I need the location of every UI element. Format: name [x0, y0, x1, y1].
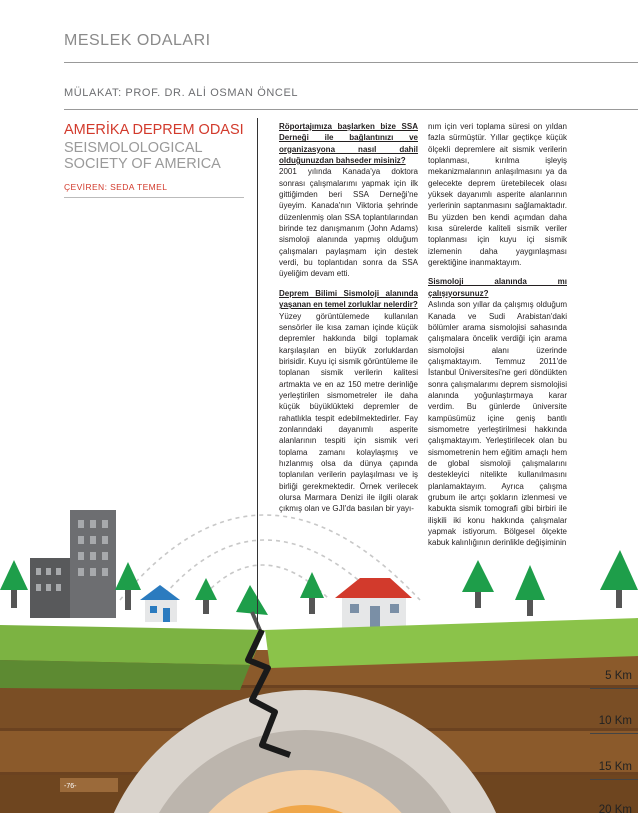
- section-title: MESLEK ODALARI: [64, 32, 211, 49]
- translator-credit: ÇEVİREN: SEDA TEMEL: [64, 182, 168, 192]
- header-rule: [64, 62, 638, 63]
- sidebar-title-grey: [64, 140, 244, 172]
- depth-label-20km: 20 Km: [598, 804, 632, 816]
- answer-1: 2001 yılında Kanada'ya doktora sonrası çalışmalarımı yapmak için ilk gittiğimden beri SSA Derneği'ne üyeyim. Kanada'nın Viktoria şehrinde düzenlenmiş olan SSA toplantılarından birinde tez danışmanım (John Adams) sismoloji alanında yapmış olduğum çalışmaları paylaşmam için destek verdi, bu toplantıdan sonra da SSA üyeliğim devam etti.: [279, 167, 418, 279]
- buildings-left: [30, 510, 116, 618]
- question-3: Sismoloji alanında mı çalışıyorsunuz?: [428, 277, 567, 298]
- column-divider: [257, 118, 258, 628]
- answer-3: Aslında son yıllar da çalışmış olduğum Kanada ve Sudi Arabistan'daki bölümler arama sismolojisi sahasında çalışmalara öncelik verdiği için arama sismolojisi alanı üzerinde çalışmaktayım. Temmuz 2011'de İstanbul Üniversitesi'ne geri döndükten sonra çalışmalarımı deprem sismolojisi alanında yoğunlaştırmaya karar verdim. Bu günlerde üniversite kampüsümüz içine geniş bantlı sismometre yerleştirilmesi hakkında çalışmaktayım. Yerleştirilecek olan bu sismometrenin hem eğitim amaçlı hem de global sismoloji çalışmalarını destekleyici nitelikte kullanılmasını planlamaktayım. Ayrıca çalışma grubum ile artçı şokların izlenmesi ve kabukta sismik tomografi gibi birbiri ile ilişkili iki konu hakkında çalışmalar yapmak istiyorum. Bölgesel ölçekte kabuk kalınlığının derinlikle değişiminin: [428, 300, 567, 548]
- sidebar-title-red: AMERİKA DEPREM ODASI: [64, 122, 244, 138]
- question-2: Deprem Bilimi Sismoloji alanında yaşanan en temel zorluklar nelerdir?: [279, 288, 418, 310]
- blue-house: [140, 585, 180, 622]
- answer-2-continued: nım için veri toplama süresi on yıldan fazla sürmüştür. Yıllar geçtikçe küçük ölçekli depremlere ait sismik verilerin toplanması, kırılma işleyiş mekanizmalarının anlaşılmasını ya da gelecekte deprem üretebilecek olası yüksek dayanımlı asperite alanlarının yerlerinin saptanmasını sağlamaktadır. Bu yüzden ben kendi açımdan daha kısa sürelerde kaliteli sismik veriler toplanması için kuyu içi sismik izlemenin daha yaygınlaşması gerektiğine inanmaktayım.: [428, 122, 567, 268]
- answer-2: Yüzey görüntülemede kullanılan sensörler ile kısa zaman içinde küçük depremler hakkında bilgi toplamak karşılaşılan en büyük zorluklardan birisidir. Kuyu içi sismik görüntüleme ile toplanan sismik verilerin kalitesi artmakta ve en az 150 metre derinliğe yerleştirilen sismometreler ile daha küçük büyüklükteki depremler de rahatlıkla tespit edebilmektedirler. Fay zonlarındaki dayanımlı asperite alanlarının tespiti için sismik veri toplama zamanı kolaylaşmış ve hızlanmış olsa da dünya çapında toplanılan verilerin paylaşılması ve iş birliği gerekmektedir. Örnek verilecek olursa Marmara Denizi ile ilgili olarak çıkmış olan ve GJI'da basılan bir yayı-: [279, 311, 418, 514]
- depth-label-10km: 10 Km: [598, 715, 632, 727]
- falling-tree-icon: [236, 585, 268, 635]
- text-column-2: [428, 121, 567, 549]
- red-roof-house: [335, 578, 412, 628]
- depth-label-5km: 5 Km: [605, 670, 632, 682]
- depth-label-15km: 15 Km: [598, 761, 632, 773]
- depth-rule: [590, 733, 638, 734]
- depth-rule: [590, 779, 638, 780]
- subheader-rule: [64, 109, 638, 110]
- translator-rule: [64, 197, 244, 198]
- text-column-1: [279, 121, 418, 515]
- sidebar-title-grey-line: SEISMOLOLOGICAL: [64, 140, 203, 156]
- question-1: Röportajımıza başlarken bize SSA Derneği ile bağlantınızı ve organizasyona nasıl dahil olduğunuzdan bahseder misiniz?: [279, 122, 418, 166]
- depth-rule: [590, 688, 638, 689]
- interview-title: MÜLAKAT: PROF. DR. ALİ OSMAN ÖNCEL: [64, 87, 299, 99]
- page-number: -76-: [64, 783, 77, 790]
- sidebar-title-grey-line: SOCIETY OF AMERICA: [64, 156, 221, 172]
